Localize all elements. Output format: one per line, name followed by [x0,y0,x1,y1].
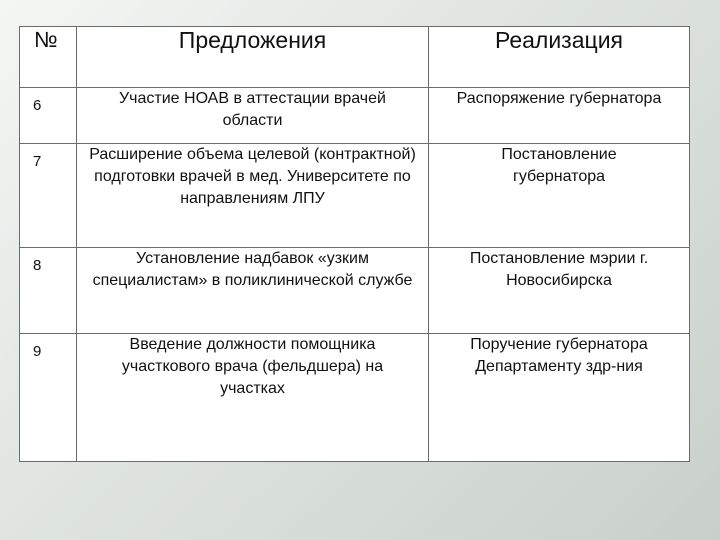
table-row [20,144,690,248]
proposal-text: Установление надбавок «узким специалистам» в поликлинической службе [92,249,413,289]
row-proposal [77,88,429,144]
row-implementation [429,88,690,144]
row-implementation [429,334,690,462]
implementation-text: Постановление мэрии г. Новосибирска [469,249,649,289]
header-proposals: Предложения [77,27,429,88]
implementation-text: Поручение губернатора Департаменту здр-ния [470,336,648,376]
row-number: 9 [20,334,77,462]
table-row [20,88,690,144]
table-header-row [20,27,690,88]
row-proposal [77,144,429,248]
row-implementation [429,247,690,333]
table-row [20,247,690,333]
row-number: 7 [20,144,77,248]
header-number: № [20,27,77,88]
proposal-text: Участие НОАВ в аттестации врачей области [119,90,386,129]
implementation-text: Постановление губернатора [501,146,617,186]
proposal-text: Введение должности помощника участкового врача (фельдшера) на участках [121,336,384,398]
table-row [20,334,690,462]
row-proposal [77,334,429,462]
implementation-text: Распоряжение губернатора [456,90,662,107]
header-implementation: Реализация [429,27,690,88]
proposals-table [19,26,690,462]
proposal-text: Расширение объема целевой (контрактной) подготовки врачей в мед. Университете по направлениям ЛПУ [89,146,416,208]
row-number: 6 [20,88,77,144]
row-implementation [429,144,690,248]
row-proposal [77,247,429,333]
row-number: 8 [20,247,77,333]
